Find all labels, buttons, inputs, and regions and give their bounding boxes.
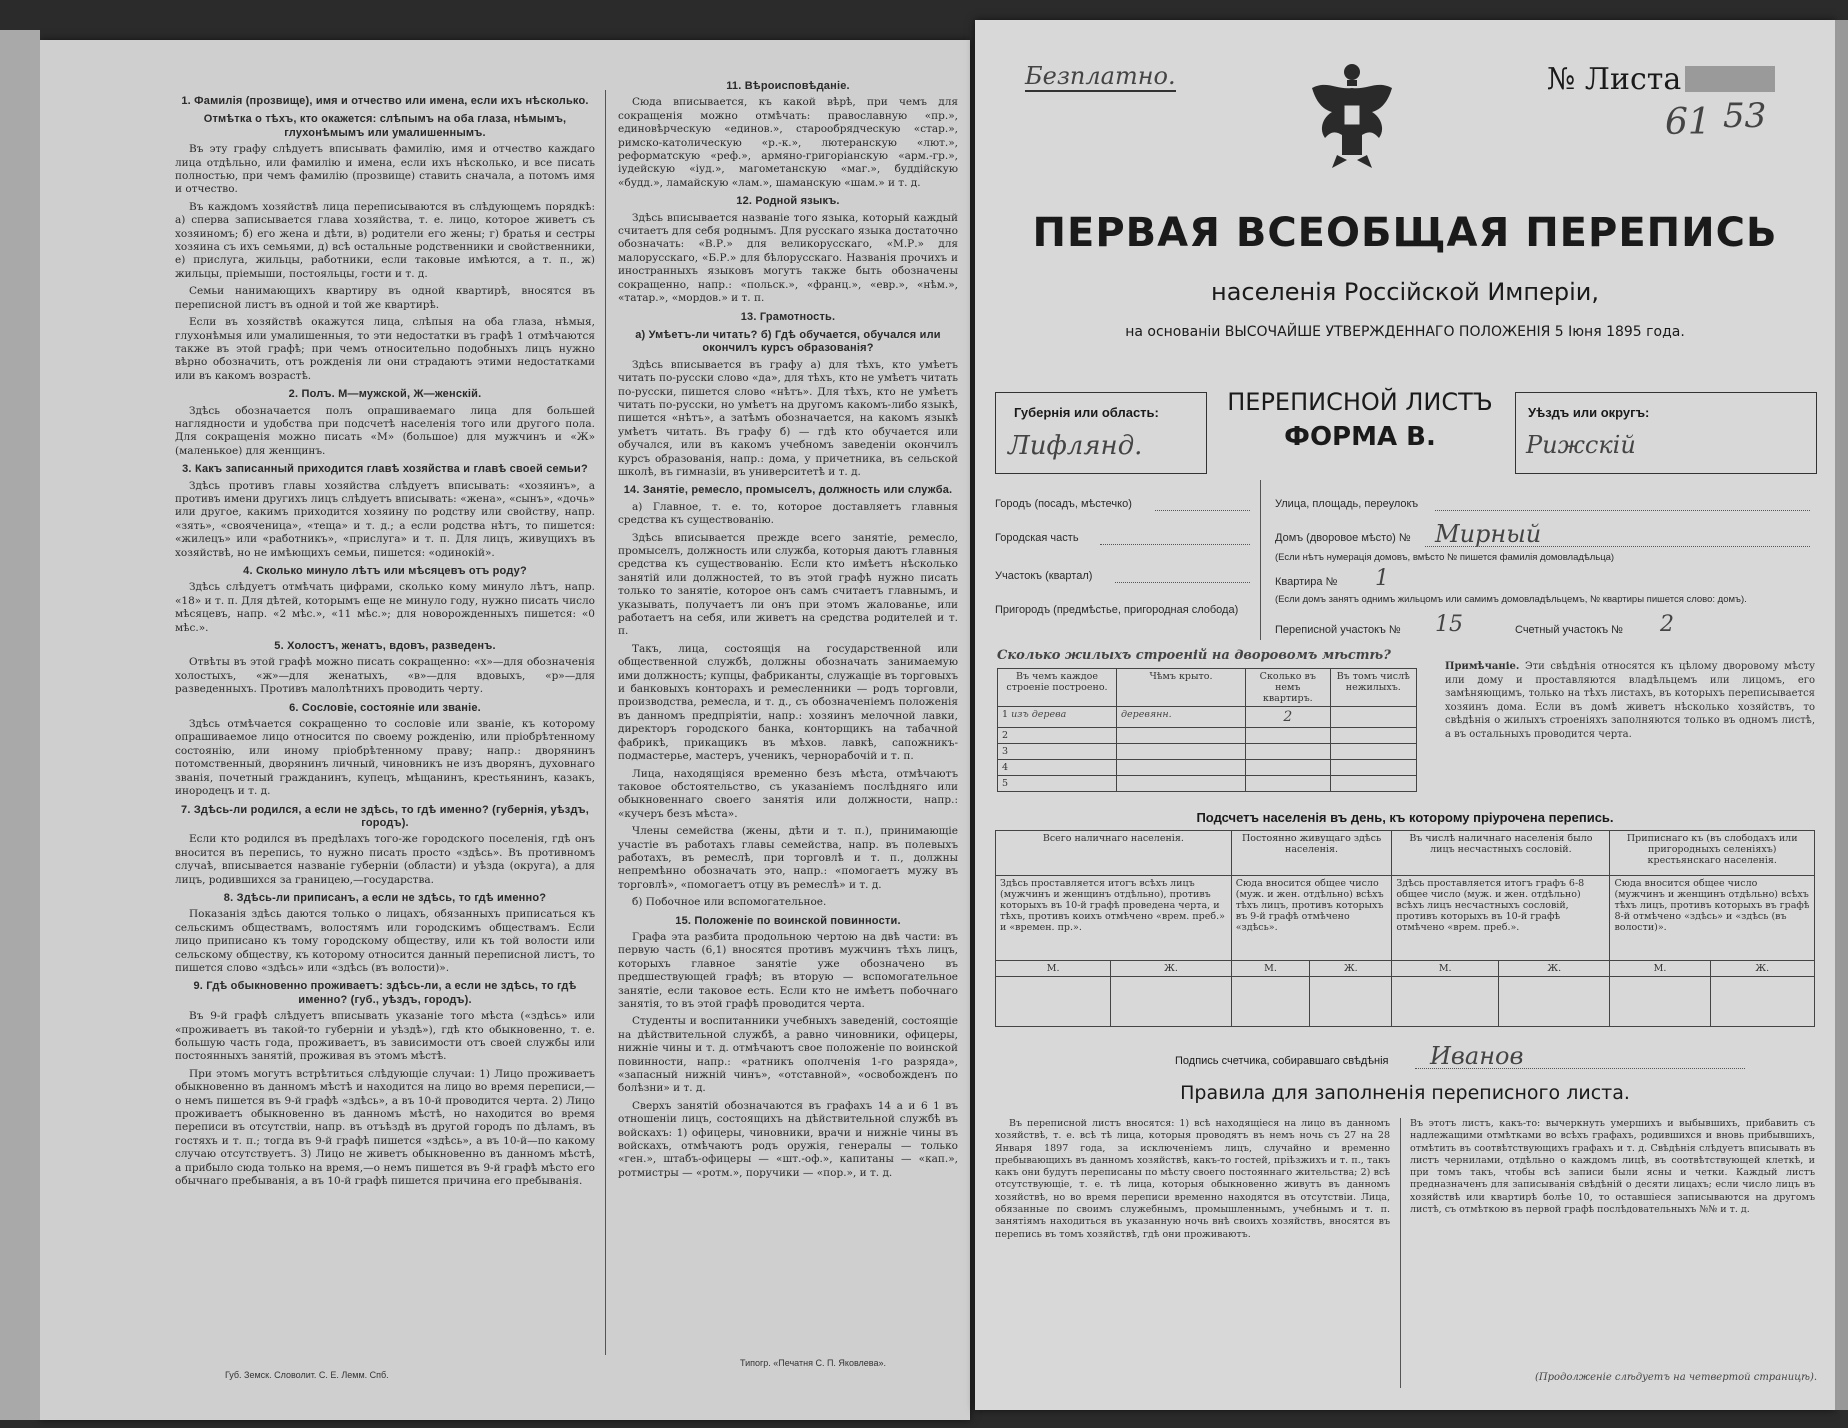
note-text: Эти свѣдѣнія относятся къ цѣлому дворовому мѣсту или дому и проставляются владѣльцемъ или лицомъ, его замѣняющимъ, только на тѣхъ листахъ, въ которыхъ переписывается хозяинъ дома. Если въ домѣ живетъ нѣсколько хозяйствъ, то свѣдѣнія о жилыхъ строеніяхъ заполняются только въ одномъ листѣ, а въ остальныхъ проводится черта. <box>1445 661 1815 740</box>
flat-value: 1 <box>1375 566 1389 591</box>
house-label: Домъ (дворовое мѣсто) № <box>1275 532 1411 544</box>
instruction-paragraph: Показанія здѣсь даются только о лицахъ, обязанныхъ приписаться къ сельскимъ обществамъ, волостямъ или городскимъ обществамъ. Если лицо приписано къ тому городскому обществу, или къ той волости или сельскому обществу, къ которому относится данный переписной листъ, то пишется слово «здѣсь» или «здѣсь (въ волости)». <box>175 908 595 974</box>
census-subtitle: населенія Россійской Имперіи, <box>1211 278 1599 306</box>
instruction-paragraph: Здѣсь отмѣчается сокращенно то сословіе или званіе, къ которому опрашиваемое лицо относится по своему рожденію, или пріобрѣтенному состоянію, или иному пріобрѣтенному праву; напр.: дворянинъ потомственный, дворянинъ личный, чиновникъ не изъ дворянъ, духовнаго званія, почетный гражданинъ, купецъ, мѣщанинъ, крестьянинъ, казакъ, инородецъ и т. д. <box>175 718 595 798</box>
col-zh: Ж. <box>1710 961 1815 977</box>
instruction-heading: 11. Вѣроисповѣданіе. <box>726 80 850 92</box>
uezd-label: Уѣздъ или округъ: <box>1528 405 1650 420</box>
instruction-heading: 1. Фамилія (прозвище), имя и отчество или имена, если ихъ нѣсколько. <box>181 95 589 107</box>
btable-header: Чѣмъ крыто. <box>1117 669 1246 707</box>
printer-footer-right: Типогр. «Печатня С. П. Яковлева». <box>740 1358 886 1368</box>
instruction-paragraph: Графа эта разбита продольною чертою на двѣ части: въ первую часть (6,1) вносятся противъ мужчинъ тѣхъ лицъ, которыхъ главное занятіе уже обозначено въ предшествующей графѣ; въ вторую — вспомогательное занятіе, если таковое есть. Если кто не имѣетъ побочнаго занятія, то въ этой графѣ проводится черта. <box>618 930 958 1010</box>
instruction-heading: 5. Холостъ, женатъ, вдовъ, разведенъ. <box>274 640 496 653</box>
instruction-heading: 8. Здѣсь-ли приписанъ, а если не здѣсь, то гдѣ именно? <box>223 891 547 904</box>
instruction-paragraph: Здѣсь вписывается прежде всего занятіе, ремесло, промыселъ, должность или служба, которыя даютъ главныя средства къ существованію. Если кто имѣетъ нѣсколько занятій или должностей, то въ этой графѣ нужно писать только то занятіе, которое онъ самъ считаетъ главнымъ, и указывать, получаетъ ли онъ при этомъ жалованье, или работаетъ на себя, или живетъ на средства родителей и т. п. <box>618 531 958 638</box>
col-zh: Ж. <box>1499 961 1610 977</box>
count-area-value: 2 <box>1660 612 1674 637</box>
instructions-column-1 <box>175 90 595 1355</box>
column-divider <box>605 90 606 1355</box>
census-form-page <box>975 20 1835 1410</box>
population-title: Подсчетъ населенія въ день, къ которому пріурочена перепись. <box>1196 810 1614 825</box>
population-table <box>995 830 1815 1027</box>
census-area-label: Переписной участокъ № <box>1275 624 1401 636</box>
sheet-number-label: № Листа <box>1547 62 1682 97</box>
col-m: М. <box>1610 961 1710 977</box>
signature-value: Иванов <box>1430 1042 1524 1070</box>
instruction-paragraph: Лица, находящіяся временно безъ мѣста, отмѣчаютъ таковое обстоятельство, съ указаніемъ послѣдняго или обыкновеннаго своего занятія или должности, напр.: «кучеръ безъ мѣста». <box>618 767 958 820</box>
form-title: ПЕРЕПИСНОЙ ЛИСТЪ <box>1227 388 1493 416</box>
paper-stack-edge <box>1835 20 1848 1410</box>
instruction-paragraph: а) Главное, т. е. то, которое доставляетъ главныя средства къ существованію. <box>618 500 958 527</box>
btable-header: Въ чемъ каждое строеніе построено. <box>998 669 1117 707</box>
instruction-paragraph: Студенты и воспитанники учебныхъ заведеній, состоящіе на дѣйствительной службѣ, а равно чиновники, офицеры, нижніе чины и т. д. отмѣчаютъ свое положеніе по воинской повинности, напр.: «ратникъ ополченія 1-го разряда», «запасный нижній чинъ», «отставной», «освобожденъ по болѣзни» и т. д. <box>618 1015 958 1095</box>
census-area-value: 15 <box>1435 612 1463 637</box>
instruction-paragraph: Здѣсь обозначается полъ опрашиваемаго лица для большей наглядности и удобства при подсчетѣ населенія того или другого пола. Для сокращенія можно писать «М» (большое) для мужчинъ и «Ж» (маленькое) для женщинъ. <box>175 404 595 457</box>
sheet-number-handwritten-2: 53 <box>1723 96 1767 136</box>
count-area-label: Счетный участокъ № <box>1515 624 1623 636</box>
uezd-box <box>1515 392 1817 474</box>
instruction-heading: 13. Грамотность. <box>740 310 836 323</box>
instruction-heading: а) Умѣетъ-ли читать? б) Гдѣ обучается, обучался или окончилъ курсъ образованія? <box>635 328 941 355</box>
signature-label: Подпись счетчика, собиравшаго свѣдѣнія <box>1175 1055 1389 1067</box>
uezd-value: Рижскій <box>1526 431 1636 459</box>
instruction-paragraph: Сверхъ занятій обозначаются въ графахъ 14 а и 6 1 въ отношеніи лицъ, состоящихъ на дѣйствительной службѣ въ войскахъ: 1) офицеры, чиновники, врачи и нижніе чины въ войскахъ, отмѣчаютъ родъ оружія, генералы — только «ген.», штабъ-офицеры — «шт.-оф.», капитаны — «кап.», ротмистры — «ротм.», поручики — «пор.», и т. д. <box>618 1099 958 1179</box>
street-label: Улица, площадь, переулокъ <box>1275 498 1419 510</box>
rules-continued: (Продолженіе слѣдуетъ на четвертой страницѣ). <box>1535 1372 1818 1383</box>
instruction-paragraph: Здѣсь противъ главы хозяйства слѣдуетъ вписывать: «хозяинъ», а противъ имени другихъ лицъ слѣдуетъ вписывать: «жена», «сынъ», «дочь» или другое, какимъ приходится хозяину по родству или свойству, напр. «зять», «свояченица», «теща» и т. д.; а если родства нѣтъ, то пишется: «жилецъ» или «работникъ», «прислуга» и т. п. Для лицъ, живущихъ въ хозяйствѣ, но не имѣющихъ семьи, пишется: «одинокій». <box>175 479 595 559</box>
rules-title: Правила для заполненія переписного листа. <box>1180 1082 1630 1104</box>
flat-label: Квартира № <box>1275 576 1338 588</box>
instruction-heading: 9. Гдѣ обыкновенно проживаетъ: здѣсь-ли, а если не здѣсь, то гдѣ именно? (губ., уѣздъ, городъ). <box>193 980 577 1006</box>
left-instruction-page <box>40 40 970 1420</box>
col-m: М. <box>996 961 1111 977</box>
instruction-paragraph: Сюда вписывается, къ какой вѣрѣ, при чемъ для сокращенія можно отмѣчать: православную «пр.», единовѣрческую «единов.», старообрядческую «стар.», римско-католическую «р.-к.», лютеранскую «лют.», реформатскую «реф.», армяно-григоріанскую «арм.-гр.», іудейскую «іуд.», магометанскую «маг.», буддійскую «будд.», ламайскую «лам.», шаманскую «шам.» и т. д. <box>618 96 958 189</box>
instruction-paragraph: Въ 9-й графѣ слѣдуетъ вписывать указаніе того мѣста («здѣсь» или «проживаетъ въ такой-то губерніи и уѣздѣ»), гдѣ кто обыкновенно, т. е. большую часть года, проживаетъ, въ зависимости отъ своей службы или постоянныхъ занятій, проживая въ этомъ мѣстѣ. <box>175 1010 595 1063</box>
col-m: М. <box>1392 961 1499 977</box>
rules-left-text: Въ переписной листъ вносятся: 1) всѣ находящіеся на лицо въ данномъ хозяйствѣ, т. е. всѣ тѣ лица, которыя проводятъ въ немъ ночь съ 27 на 28 Января 1897 года, за исключеніемъ лицъ, случайно и временно пребывающихъ въ данномъ хозяйствѣ, какъ-то гостей, пріѣзжихъ и т. п., такъ какъ они будутъ переписаны по мѣсту своего постояннаго жительства; 2) всѣ отсутствующіе, т. е. тѣ лица, которыя обыкновенно живутъ въ данномъ хозяйствѣ, но во время переписи временно находятся въ отсутствіи. Лица, обязанные по своимъ служебнымъ, промышленнымъ, учебнымъ и т. п. занятіямъ находиться въ указанную ночь внѣ своихъ хозяйствъ, вносятся въ перепись въ томъ хозяйствѣ, гдѣ они проживаютъ. <box>995 1118 1390 1240</box>
pop-col-header: Всего наличнаго населенія. <box>1042 833 1184 844</box>
instruction-heading: 4. Сколько минуло лѣтъ или мѣсяцевъ отъ роду? <box>243 565 527 577</box>
census-basis: на основаніи ВЫСОЧАЙШЕ УТВЕРЖДЕННАГО ПОЛОЖЕНІЯ 5 Іюня 1895 года. <box>1125 324 1685 340</box>
town-label: Городъ (посадъ, мѣстечко) <box>995 498 1132 510</box>
instruction-paragraph: Здѣсь вписывается названіе того языка, который каждый считаетъ для себя роднымъ. Для русскаго языка достаточно обозначать: «В.Р.» для великорусскаго, «М.Р.» для малорусскаго, «Б.Р.» для бѣлорусскаго. Названія прочихъ и иностранныхъ языковъ могутъ также быть обозначены сокращенно, напр.: «польск.», «франц.», «евр.», «нѣм.», «татар.», «мордов.» и т. п. <box>618 211 958 305</box>
btable-header: Сколько въ немъ квартиръ. <box>1246 669 1331 707</box>
sheet-number-handwritten: 61 <box>1665 102 1711 143</box>
instruction-paragraph: Въ каждомъ хозяйствѣ лица переписываются въ слѣдующемъ порядкѣ: а) сперва записывается глава хозяйства, т. е. лицо, которое живетъ съ хозяиномъ; б) его жена и дѣти, в) родители его жены; г) братья и сестры хозяина съ ихъ семьями, д) всѣ остальные родственники и свойственники, е) прислуга, жильцы, работники, если таковые имѣются, а т. п., ж) жильцы, пріемыши, постояльцы, гости и т. д. <box>175 200 595 280</box>
pop-col-header: Постоянно живущаго здѣсь населенія. <box>1241 833 1382 855</box>
address-block <box>995 480 1815 640</box>
instruction-heading: 6. Сословіе, состояніе или званіе. <box>289 701 481 714</box>
instruction-paragraph: Въ эту графу слѣдуетъ вписывать фамилію, имя и отчество каждаго лица отдѣльно, или фамилію и имена, если ихъ нѣсколько, и все писать полностью, при чемъ фамилію (прозвище) ставить сначала, а потомъ имя и отчество. <box>175 143 595 196</box>
table-row: 5 <box>998 776 1417 792</box>
instruction-heading: 14. Занятіе, ремесло, промыселъ, должность или служба. <box>623 484 953 497</box>
instruction-heading: 12. Родной языкъ. <box>736 195 840 208</box>
imperial-eagle-emblem <box>1307 60 1397 170</box>
instruction-heading: Отмѣтка о тѣхъ, кто окажется: слѣпымъ на оба глаза, нѣмымъ, глухонѣмымъ или умалишеннымъ. <box>203 113 567 139</box>
pop-col-header: Приписнаго къ (въ слободахъ или пригородныхъ селеніяхъ) крестьянскаго населенія. <box>1626 833 1798 866</box>
rules-right-text: Въ этотъ листъ, какъ-то: вычеркнуть умершихъ и выбывшихъ, прибавить съ надлежащими отмѣтками во всѣхъ графахъ, родившихся и вновь прибывшихъ, отмѣтить въ соотвѣтствующихъ графахъ и т. д. Свѣдѣнія слѣдуетъ вписывать въ листъ чернилами, отдѣльно о каждомъ лицѣ, въ соотвѣтствующей клеткѣ, и при томъ такъ, чтобы всѣ записи были ясны и четки. Каждый листъ предназначенъ для записыванія свѣдѣній о десяти лицахъ; если число лицъ въ хозяйствѣ или квартирѣ болѣе 10, то оставшіеся записываются на другомъ листѣ, съ отмѣткою въ первой графѣ послѣдовательныхъ №№ и т. д. <box>1410 1118 1815 1216</box>
note-title: Примѣчаніе. <box>1445 661 1520 672</box>
district-label: Участокъ (квартал) <box>995 570 1093 582</box>
suburb-label: Пригородъ (предмѣстье, пригородная слобода) <box>995 604 1239 616</box>
pop-col-text: Сюда вносится общее число (мужчинъ и женщинъ отдѣльно) всѣхъ тѣхъ лицъ, противъ которыхъ въ графѣ 8-й отмѣчено «здѣсь» и «здѣсь (въ волости)». <box>1614 878 1810 933</box>
instruction-paragraph: Члены семейства (жены, дѣти и т. п.), принимающіе участіе въ работахъ главы семейства, напр. въ полевыхъ работахъ, въ ремеслѣ, при торговлѣ и т. п., должны непремѣнно обозначать это, напр.: «помогаетъ мужу въ торговлѣ», «помогаетъ отцу въ ремеслѣ» и т. д. <box>618 825 958 891</box>
gubernia-value: Лифлянд. <box>1008 431 1143 461</box>
instruction-paragraph: При этомъ могутъ встрѣтиться слѣдующіе случаи: 1) Лицо проживаетъ обыкновенно въ данномъ мѣстѣ и находится на лицо во время переписи,—о немъ пишется въ 9-й графѣ «здѣсь», а въ 10-й проводится черта. 2) Лицо проживаетъ обыкновенно въ данномъ мѣстѣ, но находится во время переписи въ отсутствіи, напр. въ отъѣздѣ въ другой городъ по дѣламъ, въ гостяхъ и т. п.; тогда въ 9-й графѣ пишется «здѣсь», а въ 10-й—по какому случаю отсутствуетъ. 3) Лицо не живетъ обыкновенно въ данномъ мѣстѣ, а прибыло сюда только на время,—о немъ пишется въ 9-й графѣ мѣсто его обычнаго пребыванія, а въ 10-й графѣ пишется причина его пребыванія. <box>175 1067 595 1188</box>
sheet-number-box <box>1685 66 1775 92</box>
flat-note: (Если домъ занятъ однимъ жильцомъ или самимъ домовладѣльцемъ, № квартиры пишется слово: домъ). <box>1275 594 1747 605</box>
instruction-paragraph: Если кто родился въ предѣлахъ того-же городского поселенія, гдѣ онъ вносится въ перепись, то нужно писать просто «здѣсь». Въ противномъ случаѣ, вписывается названіе губерніи (области) и уѣзда (округа), а для лицъ, родившихся за границею,—государства. <box>175 833 595 886</box>
pop-col-text: Сюда вносится общее число (муж. и жен. отдѣльно) всѣхъ тѣхъ лицъ, противъ которыхъ въ 9-й графѣ отмѣчено «здѣсь». <box>1235 878 1384 933</box>
buildings-question: Сколько жилыхъ строеній на дворовомъ мѣстѣ? <box>997 648 1391 663</box>
instruction-heading: 15. Положеніе по воинской повинности. <box>675 914 901 927</box>
instruction-heading: 2. Полъ. М—мужской, Ж—женскій. <box>288 388 482 401</box>
pop-col-text: Здѣсь проставляется итогъ всѣхъ лицъ (мужчинъ и женщинъ отдѣльно), противъ которыхъ въ 10-й графѣ проведена черта, и тѣхъ, противъ коихъ отмѣчено «врем. преб.» и «времен. пр.». <box>1000 878 1225 933</box>
col-zh: Ж. <box>1111 961 1231 977</box>
table-row: 4 <box>998 760 1417 776</box>
table-row: 3 <box>998 744 1417 760</box>
instruction-paragraph: Здѣсь вписывается въ графу а) для тѣхъ, кто умѣетъ читать по-русски слово «да», для тѣхъ, кто не умѣетъ читать по-русски, пишется слово «нѣтъ». Для тѣхъ, кто не умѣетъ читать по-русски, но умѣетъ на другомъ какомъ-либо языкѣ, пишется «нѣтъ», а затѣмъ обозначается, на какомъ языкѣ умѣетъ читать. Въ графу б) — гдѣ кто обучается или обучался, или въ какомъ учебномъ заведеніи окончилъ курсъ образованія, напр.: дома, у причетника, въ сельской школѣ, въ гимназіи, въ университетѣ и т. д. <box>618 358 958 478</box>
instruction-paragraph: Здѣсь слѣдуетъ отмѣчать цифрами, сколько кому минуло лѣтъ, напр. «18» и т. п. Для дѣтей, которымъ еще не минуло году, нужно писать число мѣсяцевъ, напр. «2 мѣс.», «11 мѣс.»; для новорожденныхъ пишется: «0 мѣс.». <box>175 581 595 634</box>
note-block <box>1445 660 1815 741</box>
census-title: ПЕРВАЯ ВСЕОБЩАЯ ПЕРЕПИСЬ <box>1032 210 1778 256</box>
buildings-table <box>997 668 1417 792</box>
house-value: Мирный <box>1435 520 1542 548</box>
printer-footer-left: Губ. Земск. Словолит. С. Е. Лемм. Спб. <box>225 1370 389 1380</box>
instruction-paragraph: Отвѣты въ этой графѣ можно писать сокращенно: «х»—для обозначенія холостыхъ, «ж»—для женатыхъ, «в»—для вдовыхъ, «р»—для разведенныхъ. Противъ малолѣтнихъ проводить черту. <box>175 656 595 696</box>
pop-col-text: Здѣсь проставляется итогъ графъ 6-8 общее число (муж. и жен. отдѣльно) всѣхъ лицъ несчастныхъ сословій, противъ которыхъ въ 10-й графѣ отмѣчено «врем. преб.». <box>1396 878 1585 933</box>
pop-col-header: Въ числѣ наличнаго населенія было лицъ несчастныхъ сословій. <box>1409 833 1593 855</box>
instruction-paragraph: Семьи нанимающихъ квартиру въ одной квартирѣ, вносятся въ переписной листъ въ одной и той же квартирѣ. <box>175 285 595 311</box>
house-note: (Если нѣтъ нумерація домовъ, вмѣсто № пишется фамилія домовладѣльца) <box>1275 552 1615 563</box>
col-m: М. <box>1231 961 1310 977</box>
paper-stack-edge <box>0 30 40 1420</box>
free-label: Безплатно. <box>1025 62 1176 90</box>
table-row: 1 изъ дерева деревянн. 2 <box>998 707 1417 728</box>
instructions-column-2 <box>618 75 958 1355</box>
form-subtitle: ФОРМА В. <box>1284 422 1436 452</box>
instruction-paragraph: б) Побочное или вспомогательное. <box>632 896 827 909</box>
part-label: Городская часть <box>995 532 1079 544</box>
gubernia-box <box>995 392 1207 474</box>
btable-header: Въ томъ числѣ нежилыхъ. <box>1330 669 1416 707</box>
col-zh: Ж. <box>1310 961 1392 977</box>
instruction-paragraph: Если въ хозяйствѣ окажутся лица, слѣпыя на оба глаза, нѣмыя, глухонѣмыя или умалишенныя, то эти недостатки въ графѣ 1 отмѣчаются также въ этой графѣ; при чемъ относительно подобныхъ лицъ нужно вѣрно обозначить, отъ рожденія ли они страдаютъ этими недостатками или въ какомъ возрастѣ. <box>175 316 595 382</box>
instruction-heading: 7. Здѣсь-ли родился, а если не здѣсь, то гдѣ именно? (губернія, уѣздъ, городъ). <box>181 803 589 829</box>
instruction-paragraph: Такъ, лица, состоящія на государственной или общественной службѣ, должны обозначать занимаемую ими должность; купцы, фабриканты, служащіе въ торговыхъ и банковыхъ конторахъ и ремесленники — родъ торговли, производства, ремесла, и т. д., съ обозначеніемъ положенія въ данномъ предпріятіи, напр.: хозяинъ мелочной лавки, директоръ городского банка, конторщикъ на табачной фабрикѣ, прикащикъ въ мѣхов. лавкѣ, сапожникъ-подмастерье, мастеръ, ученикъ, чернорабочій и т. п. <box>618 642 958 763</box>
instruction-heading: 3. Какъ записанный приходится главѣ хозяйства и главѣ своей семьи? <box>182 463 588 476</box>
table-row: 2 <box>998 728 1417 744</box>
gubernia-label: Губернія или область: <box>1014 405 1159 420</box>
